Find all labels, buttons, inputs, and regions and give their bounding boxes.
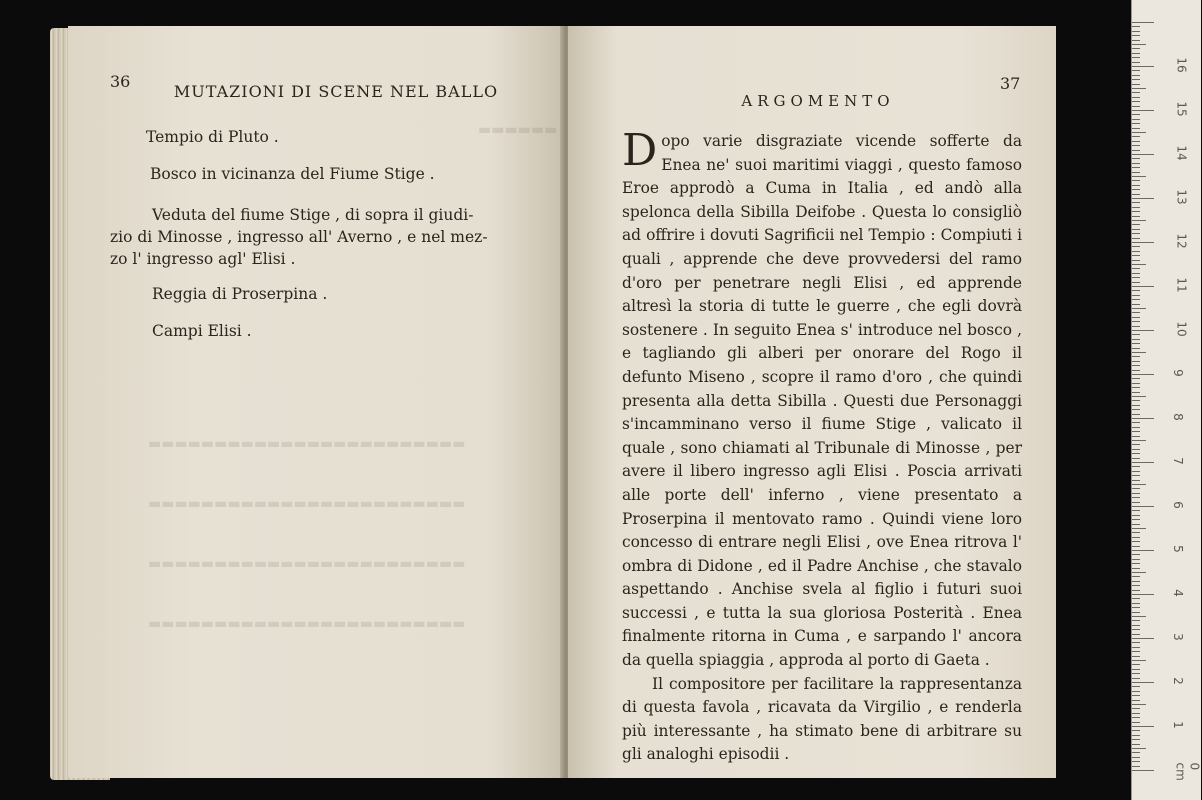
ruler-tick (1132, 22, 1154, 23)
ruler-tick (1132, 409, 1140, 410)
ruler-tick (1132, 700, 1140, 701)
ruler-tick (1132, 207, 1140, 208)
ruler-tick (1132, 480, 1140, 481)
ruler-tick (1132, 370, 1140, 371)
ruler-tick (1132, 532, 1140, 533)
scene-line: Bosco in vicinanza del Fiume Stige . (150, 165, 435, 183)
scene-line: Veduta del fiume Stige , di sopra il giudi- (152, 206, 474, 224)
ruler-tick (1132, 656, 1140, 657)
show-through: ▬▬▬▬▬▬▬▬▬▬▬▬▬▬▬▬▬▬▬▬▬▬▬▬ (148, 496, 466, 512)
ruler-tick (1132, 761, 1140, 762)
ruler-tick (1132, 488, 1140, 489)
ruler-tick (1132, 189, 1140, 190)
ruler-tick (1132, 607, 1140, 608)
ruler-tick (1132, 541, 1140, 542)
ruler-tick (1132, 515, 1140, 516)
ruler-tick (1132, 128, 1140, 129)
ruler-tick (1132, 735, 1140, 736)
argument-text (622, 125, 1022, 767)
left-page (68, 26, 564, 778)
ruler-tick (1132, 119, 1140, 120)
ruler-tick (1132, 92, 1140, 93)
ruler-number: 8 (1170, 413, 1185, 421)
ruler-tick (1132, 440, 1146, 441)
ruler-tick (1132, 339, 1140, 340)
ruler-tick (1132, 678, 1140, 679)
ruler-tick (1132, 242, 1154, 243)
ruler-tick (1132, 44, 1146, 45)
ruler-tick (1132, 590, 1140, 591)
ruler-tick (1132, 136, 1140, 137)
ruler-tick (1132, 506, 1154, 507)
ruler-tick (1132, 713, 1140, 714)
ruler-tick (1132, 414, 1140, 415)
show-through: ▬▬▬▬▬▬ (478, 122, 558, 138)
ruler-tick (1132, 616, 1146, 617)
ruler-tick (1132, 299, 1140, 300)
ruler-tick (1132, 198, 1154, 199)
ruler-number: 12 (1174, 233, 1189, 249)
ruler-tick (1132, 220, 1146, 221)
ruler-tick (1132, 229, 1140, 230)
ruler-tick (1132, 537, 1140, 538)
ruler-tick (1132, 612, 1140, 613)
ruler-tick (1132, 708, 1140, 709)
ruler-tick (1132, 462, 1154, 463)
ruler-tick (1132, 176, 1146, 177)
scene-line: Reggia di Proserpina . (152, 285, 328, 303)
ruler-tick (1132, 625, 1140, 626)
ruler-tick (1132, 722, 1140, 723)
ruler-tick (1132, 238, 1140, 239)
ruler-tick (1132, 62, 1140, 63)
ruler-tick (1132, 730, 1140, 731)
ruler-tick (1132, 568, 1140, 569)
ruler-tick (1132, 691, 1140, 692)
ruler-tick (1132, 172, 1140, 173)
ruler-tick (1132, 449, 1140, 450)
ruler-number: 13 (1174, 189, 1189, 205)
ruler-tick (1132, 374, 1154, 375)
ruler-tick (1132, 493, 1140, 494)
ruler-tick (1132, 286, 1154, 287)
ruler-tick (1132, 255, 1140, 256)
ruler-tick (1132, 519, 1140, 520)
ruler-tick (1132, 484, 1146, 485)
ruler-number: 16 (1174, 57, 1189, 73)
ruler-tick (1132, 378, 1140, 379)
paragraph (622, 125, 1022, 673)
ruler-number: 1 (1170, 721, 1185, 729)
ruler-tick (1132, 594, 1154, 595)
ruler-tick (1132, 396, 1146, 397)
ruler-tick (1132, 528, 1146, 529)
ruler-tick (1132, 770, 1154, 771)
ruler-number: 3 (1170, 633, 1185, 641)
ruler-tick (1132, 598, 1140, 599)
ruler-tick (1132, 475, 1140, 476)
ruler-tick (1132, 53, 1140, 54)
ruler-tick (1132, 383, 1140, 384)
ruler-tick (1132, 576, 1140, 577)
ruler-tick (1132, 387, 1140, 388)
ruler-tick (1132, 436, 1140, 437)
ruler-number: 0 cm (1173, 762, 1202, 781)
ruler-tick (1132, 361, 1140, 362)
ruler-tick (1132, 348, 1140, 349)
page-number: 37 (1000, 74, 1021, 93)
ruler-tick (1132, 510, 1140, 511)
ruler-tick (1132, 224, 1140, 225)
ruler-tick (1132, 141, 1140, 142)
right-page (568, 26, 1056, 778)
ruler-number: 9 (1170, 369, 1185, 377)
ruler-tick (1132, 57, 1140, 58)
ruler-tick (1132, 466, 1140, 467)
ruler-tick (1132, 260, 1140, 261)
ruler-tick (1132, 458, 1140, 459)
ruler-tick (1132, 273, 1140, 274)
ruler-number: 4 (1170, 589, 1185, 597)
ruler-tick (1132, 554, 1140, 555)
ruler-tick (1132, 400, 1140, 401)
ruler-number: 6 (1170, 501, 1185, 509)
scene-line: Campi Elisi . (152, 322, 252, 340)
ruler-tick (1132, 202, 1140, 203)
ruler-tick (1132, 35, 1140, 36)
ruler-tick (1132, 704, 1146, 705)
ruler-number: 5 (1170, 545, 1185, 553)
ruler-tick (1132, 748, 1146, 749)
ruler-tick (1132, 330, 1154, 331)
ruler-tick (1132, 154, 1154, 155)
ruler-tick (1132, 546, 1140, 547)
ruler-tick (1132, 405, 1140, 406)
ruler-tick (1132, 158, 1140, 159)
show-through: ▬▬▬▬▬▬▬▬▬▬▬▬▬▬▬▬▬▬▬▬▬▬▬▬ (148, 616, 466, 632)
ruler-tick (1132, 686, 1140, 687)
scene-line: Tempio di Pluto . (146, 128, 279, 146)
ruler-tick (1132, 97, 1140, 98)
ruler-tick (1132, 123, 1140, 124)
ruler-tick (1132, 150, 1140, 151)
ruler-tick (1132, 145, 1140, 146)
ruler-tick (1132, 295, 1140, 296)
ruler-tick (1132, 304, 1140, 305)
ruler-tick (1132, 581, 1140, 582)
measurement-ruler (1131, 0, 1201, 800)
ruler-tick (1132, 634, 1140, 635)
ruler-tick (1132, 48, 1140, 49)
ruler-tick (1132, 669, 1140, 670)
ruler-number: 11 (1174, 277, 1189, 293)
ruler-tick (1132, 321, 1140, 322)
ruler-tick (1132, 422, 1140, 423)
ruler-tick (1132, 326, 1140, 327)
ruler-tick (1132, 163, 1140, 164)
ruler-tick (1132, 673, 1140, 674)
ruler-tick (1132, 365, 1140, 366)
ruler-tick (1132, 682, 1154, 683)
ruler-tick (1132, 167, 1140, 168)
ruler-tick (1132, 444, 1140, 445)
ruler-tick (1132, 752, 1140, 753)
ruler-tick (1132, 317, 1140, 318)
show-through: ▬▬▬▬▬▬▬▬▬▬▬▬▬▬▬▬▬▬▬▬▬▬▬▬ (148, 436, 466, 452)
ruler-tick (1132, 268, 1140, 269)
ruler-tick (1132, 246, 1140, 247)
ruler-tick (1132, 308, 1146, 309)
ruler-number: 7 (1170, 457, 1185, 465)
ruler-number: 2 (1170, 677, 1185, 685)
ruler-tick (1132, 757, 1140, 758)
ruler-number: 14 (1174, 145, 1189, 161)
ruler-tick (1132, 70, 1140, 71)
show-through: ▬▬▬▬▬▬▬▬▬▬▬▬▬▬▬▬▬▬▬▬▬▬▬▬ (148, 556, 466, 572)
ruler-tick (1132, 75, 1140, 76)
ruler-tick (1132, 312, 1140, 313)
ruler-tick (1132, 211, 1140, 212)
ruler-tick (1132, 664, 1140, 665)
ruler-tick (1132, 282, 1140, 283)
ruler-tick (1132, 766, 1140, 767)
ruler-tick (1132, 79, 1140, 80)
ruler-tick (1132, 744, 1140, 745)
ruler-tick (1132, 264, 1146, 265)
ruler-tick (1132, 647, 1140, 648)
ruler-tick (1132, 88, 1146, 89)
ruler-tick (1132, 431, 1140, 432)
ruler-tick (1132, 585, 1140, 586)
ruler-tick (1132, 695, 1140, 696)
ruler-tick (1132, 392, 1140, 393)
ruler-tick (1132, 233, 1140, 234)
ruler-tick (1132, 550, 1154, 551)
ruler-tick (1132, 110, 1154, 111)
ruler-tick (1132, 559, 1140, 560)
ruler-tick (1132, 216, 1140, 217)
ruler-tick (1132, 31, 1140, 32)
page-title: ARGOMENTO (741, 92, 895, 110)
page-title: MUTAZIONI DI SCENE NEL BALLO (173, 82, 499, 101)
ruler-tick (1132, 277, 1140, 278)
ruler-tick (1132, 26, 1140, 27)
ruler-tick (1132, 427, 1140, 428)
ruler-tick (1132, 84, 1140, 85)
ruler-tick (1132, 194, 1140, 195)
ruler-tick (1132, 502, 1140, 503)
ruler-tick (1132, 497, 1140, 498)
ruler-tick (1132, 356, 1140, 357)
ruler-tick (1132, 290, 1140, 291)
ruler-tick (1132, 343, 1140, 344)
ruler-tick (1132, 563, 1140, 564)
ruler-tick (1132, 334, 1140, 335)
paragraph-body: opo varie disgraziate vicende sofferte da Enea ne' suoi maritimi viaggi , questo famoso Eroe approdò a Cuma in Italia , ed andò alla spelonca della Sibilla Deifobe . Questa lo consigliò ad offrire i dovuti Sagrificii nel Tempio : Compiuti i quali , apprende che deve provvedersi del ramo d'oro per penetrare negli Elisi , ed apprende altresì la storia di tutte le guerre , che egli dovrà sostenere . In seguito Enea s' introduce nel bosco , e tagliando gli alberi per onorare del Rogo il defunto Miseno , scopre il ramo d'oro , che quindi presenta alla detta Sibilla . Questi due Personaggi s'incamminano verso il fiume Stige , valicato il quale , sono chiamati al Tribunale di Minosse , per avere il libero ingresso agli Elisi . Poscia arrivati alle porte dell' inferno , viene presentato a Proserpina il mentovato ramo . Quindi viene loro concesso di entrare negli Elisi , ove Enea ritrova l' ombra di Didone , ed il Padre Anchise , che stavalo aspettando . Anchise svela al figlio i futuri suoi successi , e tutta la sua gloriosa Posterità . Enea finalmente ritorna in Cuma , e sarpando l' ancora da quella spiaggia , approda al porto di Gaeta . (622, 132, 1022, 670)
ruler-tick (1132, 638, 1154, 639)
ruler-tick (1132, 185, 1140, 186)
ruler-tick (1132, 453, 1140, 454)
ruler-tick (1132, 717, 1140, 718)
ruler-tick (1132, 620, 1140, 621)
ruler-number: 15 (1174, 101, 1189, 117)
scene-line: zio di Minosse , ingresso all' Averno , e nel mez- (110, 228, 488, 246)
ruler-tick (1132, 40, 1140, 41)
paragraph: Il compositore per facilitare la rappresentanza di questa favola , ricavata da Virgilio , e renderla più interessante , ha stimato bene di arbitrare su gli analoghi episodii . (622, 674, 1022, 764)
ruler-tick (1132, 66, 1154, 67)
ruler-tick (1132, 572, 1146, 573)
ruler-tick (1132, 739, 1140, 740)
ruler-tick (1132, 660, 1146, 661)
ruler-tick (1132, 603, 1140, 604)
ruler-tick (1132, 418, 1154, 419)
ruler-tick (1132, 101, 1140, 102)
ruler-tick (1132, 471, 1140, 472)
ruler-tick (1132, 352, 1146, 353)
ruler-tick (1132, 651, 1140, 652)
ruler-tick (1132, 524, 1140, 525)
page-number: 36 (110, 72, 131, 91)
ruler-tick (1132, 629, 1140, 630)
ruler-tick (1132, 642, 1140, 643)
ruler-tick (1132, 251, 1140, 252)
ruler-number: 10 (1174, 321, 1189, 337)
ruler-tick (1132, 114, 1140, 115)
drop-cap: D (622, 125, 658, 176)
ruler-tick (1132, 132, 1146, 133)
scene-line: zo l' ingresso agl' Elisi . (110, 250, 296, 268)
ruler-tick (1132, 726, 1154, 727)
ruler-tick (1132, 180, 1140, 181)
ruler-tick (1132, 106, 1140, 107)
